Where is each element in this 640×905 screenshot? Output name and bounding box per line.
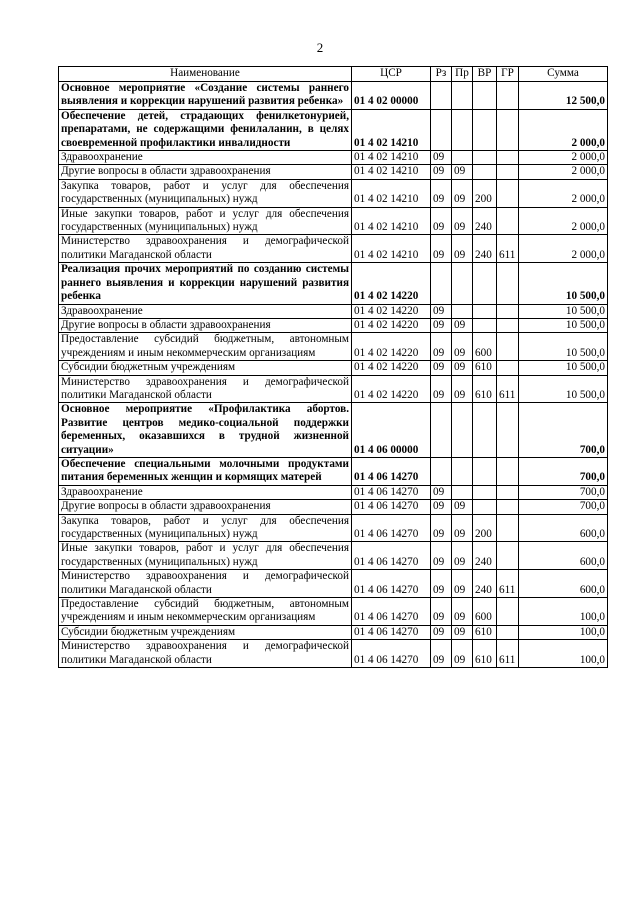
cell-vr: [473, 109, 497, 150]
cell-rz: 09: [431, 165, 452, 179]
cell-csr: 01 4 02 14220: [352, 263, 431, 304]
cell-csr: 01 4 02 00000: [352, 82, 431, 110]
cell-vr: [473, 304, 497, 318]
cell-gr: [497, 109, 519, 150]
cell-pr: 09: [452, 570, 473, 598]
cell-gr: [497, 179, 519, 207]
cell-pr: [452, 457, 473, 485]
cell-gr: [497, 485, 519, 499]
cell-csr: 01 4 02 14210: [352, 165, 431, 179]
page-number: 2: [316, 40, 324, 55]
cell-rz: [431, 82, 452, 110]
table-row: [59, 165, 608, 179]
cell-sum: 10 500,0: [519, 361, 608, 375]
cell-rz: [431, 263, 452, 304]
cell-sum: 10 500,0: [519, 263, 608, 304]
cell-sum: 600,0: [519, 570, 608, 598]
cell-gr: [497, 318, 519, 332]
cell-gr: 611: [497, 570, 519, 598]
cell-name: Министерство здравоохранения и демографической политики Магаданской области: [59, 640, 352, 668]
table-row: [59, 514, 608, 542]
cell-name: Субсидии бюджетным учреждениям: [59, 625, 352, 639]
cell-vr: 240: [473, 542, 497, 570]
cell-sum: 100,0: [519, 640, 608, 668]
cell-sum: 100,0: [519, 598, 608, 626]
cell-rz: 09: [431, 333, 452, 361]
cell-name: Закупка товаров, работ и услуг для обеспечения государственных (муниципальных) нужд: [59, 179, 352, 207]
cell-vr: 610: [473, 625, 497, 639]
cell-vr: [473, 500, 497, 514]
cell-gr: [497, 403, 519, 458]
cell-gr: 611: [497, 375, 519, 403]
cell-pr: 09: [452, 333, 473, 361]
cell-vr: [473, 403, 497, 458]
cell-rz: [431, 109, 452, 150]
cell-rz: 09: [431, 485, 452, 499]
cell-gr: [497, 151, 519, 165]
cell-gr: [497, 165, 519, 179]
cell-vr: [473, 82, 497, 110]
cell-vr: 200: [473, 179, 497, 207]
cell-csr: 01 4 02 14210: [352, 109, 431, 150]
cell-rz: [431, 403, 452, 458]
cell-rz: 09: [431, 207, 452, 235]
table-row: [59, 485, 608, 499]
header-pr: Пр: [452, 67, 473, 82]
cell-vr: 600: [473, 333, 497, 361]
cell-sum: 2 000,0: [519, 235, 608, 263]
cell-gr: [497, 361, 519, 375]
table-row: [59, 82, 608, 110]
cell-vr: 610: [473, 640, 497, 668]
cell-sum: 2 000,0: [519, 207, 608, 235]
cell-rz: 09: [431, 375, 452, 403]
cell-name: Обеспечение детей, страдающих фенилкетонурией, препаратами, не содержащими фенилаланин, в целях своевременной профилактики инвалидности: [59, 109, 352, 150]
cell-sum: 10 500,0: [519, 375, 608, 403]
cell-csr: 01 4 02 14210: [352, 207, 431, 235]
cell-sum: 600,0: [519, 514, 608, 542]
cell-sum: 2 000,0: [519, 109, 608, 150]
cell-gr: [497, 304, 519, 318]
cell-pr: 09: [452, 640, 473, 668]
cell-name: Другие вопросы в области здравоохранения: [59, 500, 352, 514]
cell-name: Министерство здравоохранения и демографической политики Магаданской области: [59, 375, 352, 403]
cell-pr: [452, 151, 473, 165]
table-row: [59, 375, 608, 403]
table-row: [59, 361, 608, 375]
cell-csr: 01 4 06 14270: [352, 570, 431, 598]
cell-vr: 240: [473, 207, 497, 235]
cell-gr: [497, 542, 519, 570]
table-row: [59, 304, 608, 318]
cell-name: Предоставление субсидий бюджетным, автономным учреждениям и иным некоммерческим организациям: [59, 333, 352, 361]
cell-pr: 09: [452, 375, 473, 403]
cell-sum: 700,0: [519, 403, 608, 458]
cell-rz: [431, 457, 452, 485]
table-row: [59, 403, 608, 458]
cell-rz: 09: [431, 179, 452, 207]
cell-vr: [473, 263, 497, 304]
table-row: [59, 457, 608, 485]
cell-vr: [473, 151, 497, 165]
cell-gr: [497, 625, 519, 639]
cell-rz: 09: [431, 570, 452, 598]
table-body: [59, 82, 608, 668]
cell-csr: 01 4 06 14270: [352, 514, 431, 542]
cell-gr: 611: [497, 640, 519, 668]
cell-csr: 01 4 02 14220: [352, 361, 431, 375]
header-row: [59, 67, 608, 82]
cell-name: Здравоохранение: [59, 485, 352, 499]
cell-sum: 700,0: [519, 457, 608, 485]
cell-pr: [452, 263, 473, 304]
cell-sum: 600,0: [519, 542, 608, 570]
cell-rz: 09: [431, 304, 452, 318]
cell-gr: [497, 207, 519, 235]
cell-pr: 09: [452, 500, 473, 514]
cell-csr: 01 4 06 14270: [352, 640, 431, 668]
cell-gr: [497, 263, 519, 304]
cell-sum: 2 000,0: [519, 165, 608, 179]
cell-name: Основное мероприятие «Профилактика абортов. Развитие центров медико-социальной поддержки беременных, оказавшихся в трудной жизненной ситуации»: [59, 403, 352, 458]
budget-table: [58, 66, 608, 668]
cell-rz: 09: [431, 640, 452, 668]
cell-name: Обеспечение специальными молочными продуктами питания беременных женщин и кормящих матерей: [59, 457, 352, 485]
cell-sum: 2 000,0: [519, 179, 608, 207]
cell-pr: 09: [452, 165, 473, 179]
table-row: [59, 318, 608, 332]
cell-csr: 01 4 02 14210: [352, 179, 431, 207]
cell-sum: 2 000,0: [519, 151, 608, 165]
table-row: [59, 598, 608, 626]
table-row: [59, 263, 608, 304]
cell-gr: [497, 500, 519, 514]
header-sum: Сумма: [519, 67, 608, 82]
cell-csr: 01 4 06 14270: [352, 542, 431, 570]
cell-csr: 01 4 02 14220: [352, 304, 431, 318]
cell-name: Министерство здравоохранения и демографической политики Магаданской области: [59, 570, 352, 598]
cell-vr: [473, 457, 497, 485]
cell-pr: 09: [452, 207, 473, 235]
cell-sum: 10 500,0: [519, 304, 608, 318]
cell-csr: 01 4 06 14270: [352, 457, 431, 485]
cell-vr: 600: [473, 598, 497, 626]
cell-name: Закупка товаров, работ и услуг для обеспечения государственных (муниципальных) нужд: [59, 514, 352, 542]
cell-gr: [497, 333, 519, 361]
cell-csr: 01 4 02 14210: [352, 151, 431, 165]
cell-pr: [452, 304, 473, 318]
cell-pr: [452, 109, 473, 150]
table-row: [59, 179, 608, 207]
cell-csr: 01 4 06 14270: [352, 500, 431, 514]
cell-name: Реализация прочих мероприятий по созданию системы раннего выявления и коррекции нарушений развития ребенка: [59, 263, 352, 304]
cell-gr: [497, 598, 519, 626]
cell-rz: 09: [431, 625, 452, 639]
cell-gr: [497, 514, 519, 542]
cell-vr: 240: [473, 235, 497, 263]
cell-pr: 09: [452, 235, 473, 263]
table-row: [59, 500, 608, 514]
cell-name: Здравоохранение: [59, 151, 352, 165]
header-vr: ВР: [473, 67, 497, 82]
table-row: [59, 640, 608, 668]
cell-sum: 700,0: [519, 485, 608, 499]
cell-vr: 200: [473, 514, 497, 542]
header-csr: ЦСР: [352, 67, 431, 82]
cell-gr: 611: [497, 235, 519, 263]
table-header: [59, 67, 608, 82]
cell-rz: 09: [431, 361, 452, 375]
cell-csr: 01 4 02 14220: [352, 333, 431, 361]
cell-gr: [497, 82, 519, 110]
table-row: [59, 625, 608, 639]
cell-name: Основное мероприятие «Создание системы раннего выявления и коррекции нарушений развития ребенка»: [59, 82, 352, 110]
cell-sum: 12 500,0: [519, 82, 608, 110]
table-row: [59, 570, 608, 598]
cell-rz: 09: [431, 598, 452, 626]
cell-pr: 09: [452, 179, 473, 207]
header-rz: Рз: [431, 67, 452, 82]
cell-name: Иные закупки товаров, работ и услуг для обеспечения государственных (муниципальных) нужд: [59, 542, 352, 570]
cell-name: Другие вопросы в области здравоохранения: [59, 165, 352, 179]
cell-gr: [497, 457, 519, 485]
header-name: Наименование: [59, 67, 352, 82]
cell-name: Министерство здравоохранения и демографической политики Магаданской области: [59, 235, 352, 263]
cell-rz: 09: [431, 514, 452, 542]
table-row: [59, 235, 608, 263]
cell-vr: 610: [473, 361, 497, 375]
header-gr: ГР: [497, 67, 519, 82]
cell-name: Другие вопросы в области здравоохранения: [59, 318, 352, 332]
cell-pr: 09: [452, 361, 473, 375]
cell-pr: 09: [452, 542, 473, 570]
cell-sum: 10 500,0: [519, 318, 608, 332]
cell-csr: 01 4 06 00000: [352, 403, 431, 458]
table-row: [59, 542, 608, 570]
cell-vr: [473, 485, 497, 499]
cell-pr: [452, 82, 473, 110]
cell-sum: 700,0: [519, 500, 608, 514]
cell-name: Иные закупки товаров, работ и услуг для обеспечения государственных (муниципальных) нужд: [59, 207, 352, 235]
cell-rz: 09: [431, 318, 452, 332]
cell-rz: 09: [431, 542, 452, 570]
cell-pr: 09: [452, 598, 473, 626]
cell-csr: 01 4 06 14270: [352, 598, 431, 626]
cell-pr: 09: [452, 625, 473, 639]
cell-rz: 09: [431, 235, 452, 263]
cell-rz: 09: [431, 500, 452, 514]
cell-pr: 09: [452, 514, 473, 542]
table-row: [59, 333, 608, 361]
cell-pr: [452, 403, 473, 458]
cell-sum: 100,0: [519, 625, 608, 639]
cell-name: Субсидии бюджетным учреждениям: [59, 361, 352, 375]
table-row: [59, 207, 608, 235]
cell-pr: [452, 485, 473, 499]
cell-vr: 240: [473, 570, 497, 598]
cell-csr: 01 4 06 14270: [352, 485, 431, 499]
cell-rz: 09: [431, 151, 452, 165]
table-row: [59, 151, 608, 165]
cell-csr: 01 4 02 14220: [352, 318, 431, 332]
cell-pr: 09: [452, 318, 473, 332]
cell-sum: 10 500,0: [519, 333, 608, 361]
cell-vr: [473, 165, 497, 179]
cell-vr: 610: [473, 375, 497, 403]
table-row: [59, 109, 608, 150]
cell-vr: [473, 318, 497, 332]
cell-csr: 01 4 02 14210: [352, 235, 431, 263]
cell-name: Здравоохранение: [59, 304, 352, 318]
cell-csr: 01 4 06 14270: [352, 625, 431, 639]
cell-name: Предоставление субсидий бюджетным, автономным учреждениям и иным некоммерческим организациям: [59, 598, 352, 626]
cell-csr: 01 4 02 14220: [352, 375, 431, 403]
